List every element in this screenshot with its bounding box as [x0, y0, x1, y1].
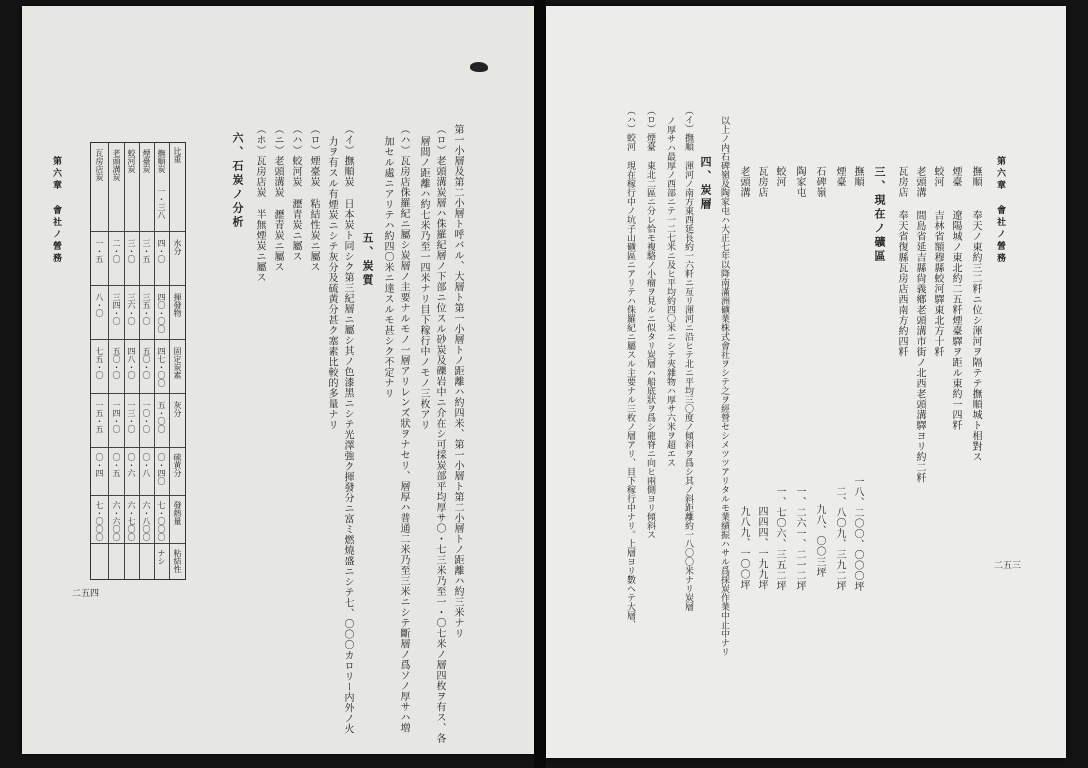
area-name: 蛟河: [774, 166, 785, 187]
table-cell: 六・七〇〇: [127, 501, 136, 541]
text-column: 層間ノ距離ハ約七米乃至一四米ナリ目下稼行中ノモノ三枚アリ: [418, 136, 429, 430]
table-header: 固定炭素: [173, 347, 182, 379]
area-value: 一八、二〇〇、〇〇〇坪: [852, 476, 863, 592]
running-head-left: 第六章 會社ノ營務: [51, 156, 61, 265]
text-column: 加セル處ニアリテハ約四〇米ニ達スルモ甚シク不定ナリ: [382, 136, 393, 399]
area-name: 煙臺: [834, 166, 845, 187]
table-cell: 〇・五: [112, 453, 121, 477]
table-cell: 〇・四: [95, 453, 104, 477]
area-name: 石碑嶺: [814, 166, 825, 198]
section-heading-quality: 五、炭質: [361, 232, 374, 288]
section-heading-mine-area: 三、現在ノ礦區: [873, 166, 886, 264]
text-column: ノ厚サハ最厚ノ西部ニテ一二七米ニ及ヒ平均約四〇米ニシテ夾雜物ハ厚サ六米ヲ超エス: [665, 116, 675, 467]
page-number-right: 二五三: [994, 561, 1022, 571]
right-page: [546, 6, 1066, 758]
area-value: 九八九、一〇〇坪: [738, 506, 749, 590]
table-header: 比重: [173, 147, 182, 163]
table-header: 粘結性: [173, 549, 182, 573]
table-row-label: 老頭溝炭: [112, 149, 121, 181]
table-cell: 四八・〇: [127, 347, 136, 379]
table-cell: 三六・〇: [127, 293, 136, 325]
table-cell: 三四・〇: [112, 293, 121, 325]
table-cell: 四〇・〇〇: [157, 293, 166, 333]
table-header: 硫黄分: [173, 453, 182, 477]
table-header: 發熱量: [173, 501, 182, 525]
table-cell: 〇・四〇: [157, 453, 166, 485]
coal-analysis-table: [90, 142, 186, 580]
table-cell: 八・〇: [95, 293, 104, 317]
table-cell: 七・〇〇〇: [157, 501, 166, 541]
table-cell: 五〇・〇: [142, 347, 151, 379]
area-value: 一、二六一、二一二坪: [794, 486, 805, 591]
table-cell: 一三・〇: [127, 401, 136, 433]
table-row-label: 蛟河炭: [127, 149, 136, 173]
location-text: 遼陽城ノ東北約二五粁煙臺驛ヲ距ル東約一四粁: [950, 210, 961, 431]
running-head-right: 第六章 會社ノ營務: [995, 156, 1005, 265]
location-text: 奉天ノ東約三二粁ニ位シ渾河ヲ隔テテ撫順城ト相對ス: [970, 210, 981, 462]
table-row-label: 瓦房店炭: [95, 149, 104, 181]
table-header: 灰分: [173, 401, 182, 417]
area-value: 一、七〇六、三五二坪: [774, 486, 785, 591]
table-cell: 六・六〇〇: [112, 501, 121, 541]
location-name: 煙臺: [950, 166, 961, 187]
table-cell: 一・三八: [157, 187, 166, 219]
table-cell: 三・〇: [127, 239, 136, 263]
text-column: （ハ）瓦房店侏羅紀ニ屬シ炭層ノ主要ナルモノ一層アリレンズ狀ヲナセリ、層厚ハ普通二米乃至三米ニシテ斷層ノ爲ソノ厚サハ増: [398, 124, 409, 733]
area-value: 四四四、一九九坪: [756, 506, 767, 590]
location-text: 吉林省額穆縣蛟河驛東北方十粁: [932, 210, 943, 357]
table-header: 揮發物: [173, 293, 182, 317]
text-column: （イ）撫順 渾河ノ南方東西延長約一六粁ニ亙リ渾河ニ沿ヒテ北ニ平均三〇度ノ傾斜ヲ爲シ其ノ斜距離約一八〇〇米ナリ炭層: [683, 106, 693, 611]
location-name: 老頭溝: [914, 166, 925, 198]
table-cell: 四七・〇〇: [157, 347, 166, 387]
table-cell: 一〇・〇: [142, 401, 151, 433]
text-column: （ハ）蛟河炭 瀝青炭ニ屬ス: [290, 124, 301, 262]
location-name: 撫順: [970, 166, 981, 187]
text-column: 第一小層及第二小層ト呼バル、大層ト第一小層トノ距離ハ約四米、第一小層ト第二小層トノ距離ハ約三米ナリ: [452, 124, 463, 639]
table-row-label: 撫順炭: [157, 149, 166, 173]
text-column: （ロ）煙臺 東北二區ニ分レ恰モ複駱ノ小瘤ヲ見ルニ似タリ炭層ハ船底狀ヲ爲シ龍脊ニ向ヒ兩側ヨリ傾斜ス: [645, 106, 655, 539]
table-cell: 二・〇: [112, 239, 121, 263]
text-column: 力ヲ有スル有煙炭ニシテ灰分及硫黄分甚ク塞素比較的多量ナリ: [326, 136, 337, 430]
table-cell: 三五・〇: [142, 293, 151, 325]
table-cell: 一四・〇: [112, 401, 121, 433]
location-text: 奉天省復縣瓦房店西南方約四粁: [896, 210, 907, 357]
area-name: 陶家屯: [794, 166, 805, 198]
left-page: [22, 6, 534, 754]
book-gutter: [534, 0, 546, 768]
page-number-left: 二五四: [72, 589, 100, 599]
section-heading-analysis: 六、石炭ノ分析: [231, 132, 244, 230]
text-column: （ハ）蛟河 現在稼行中ノ坑子山礦區ニアリテハ侏羅紀ニ屬スル主要ナル三枚ノ層アリ、目下稼行中ナリ。上層ヨリ數ヘテ大層、: [625, 106, 635, 629]
table-row-label: 煙臺炭: [142, 149, 151, 173]
area-name: 瓦房店: [756, 166, 767, 198]
table-cell: 一五・五: [95, 401, 104, 433]
table-cell: ナシ: [157, 549, 166, 565]
location-name: 蛟河: [932, 166, 943, 187]
area-name: 撫順: [852, 166, 863, 187]
location-text: 間島省延吉縣尙義鄕老頭溝市街ノ北西老頭溝驛ヨリ約二粁: [914, 210, 925, 483]
table-cell: 〇・八: [142, 453, 151, 477]
section-heading-strata: 四、炭層: [699, 156, 712, 212]
area-name: 老頭溝: [738, 166, 749, 198]
note-text: 以上ノ内石碑嶺及陶家屯ハ大正七年以降南滿洲礦業株式會社ヲシテ之ヲ經營セシメツツアリタルモ業績振ハサル爲採炭作業中止中ナリ: [719, 116, 729, 656]
text-column: （ニ）老頭溝炭 瀝青炭ニ屬ス: [272, 124, 283, 272]
text-column: （イ）撫順炭 日本炭ト同シク第三紀層ニ屬シ其ノ色漆黑ニシテ光澤強ク揮發分ニ富ミ燃燒盛ニシテ七、〇〇〇カロリー内外ノ火: [342, 124, 353, 734]
text-column: （ロ）老頭溝炭層ハ侏羅紀層ノ下部ニ位スル砂炭及礫岩中ニ介在シ可採炭部平均厚サ〇・七三米乃至一・〇七米ノ層四枚ヲ有ス、各: [434, 124, 445, 744]
table-header: 水分: [173, 239, 182, 255]
area-value: 二、八〇九、三九二坪: [834, 486, 845, 591]
table-cell: 四・〇: [157, 239, 166, 263]
table-cell: 五〇・〇: [112, 347, 121, 379]
table-cell: 六・八〇〇: [142, 501, 151, 541]
table-cell: 七五・〇: [95, 347, 104, 379]
table-cell: 一・五: [95, 239, 104, 263]
table-cell: 三・五: [142, 239, 151, 263]
ink-blot: [470, 62, 488, 72]
text-column: （ロ）煙臺炭 粘結性炭ニ屬ス: [308, 124, 319, 272]
area-value: 九八、〇〇三坪: [814, 504, 825, 578]
location-name: 瓦房店: [896, 166, 907, 198]
table-cell: 七・〇〇〇: [95, 501, 104, 541]
table-cell: 〇・六: [127, 453, 136, 477]
text-column: （ホ）瓦房店炭 半無煙炭ニ屬ス: [254, 124, 265, 283]
table-cell: 五・〇〇: [157, 401, 166, 433]
